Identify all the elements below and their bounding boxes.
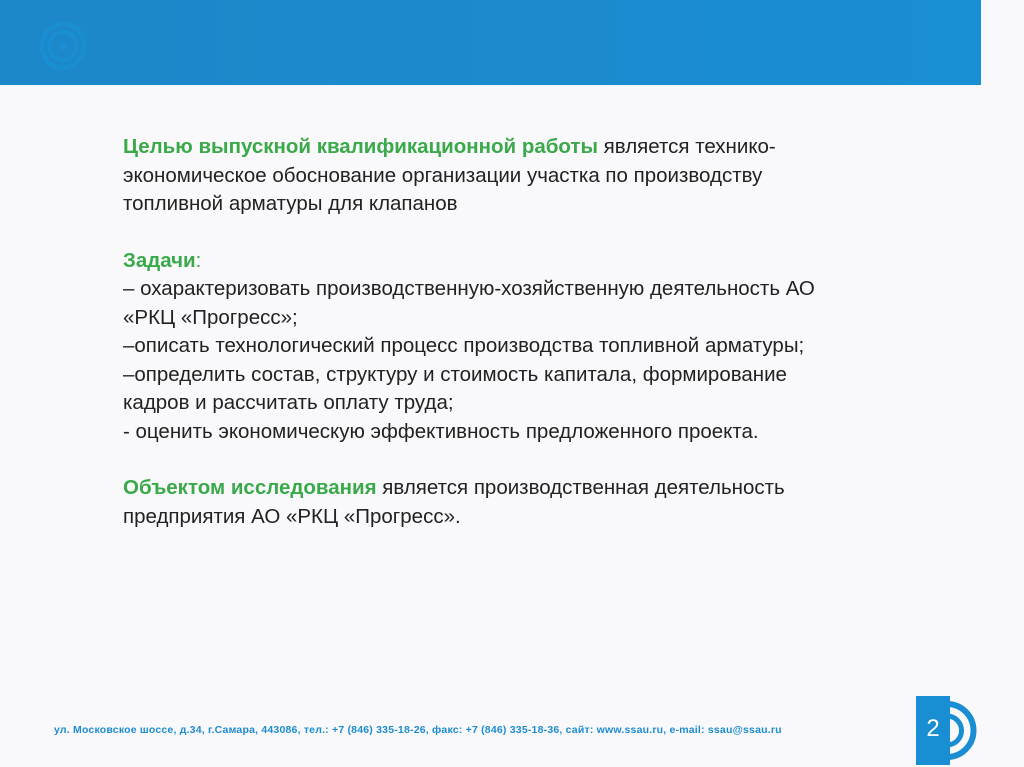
- goal-text: является технико-: [597, 135, 776, 158]
- goal-line: топливной арматуры для клапанов: [123, 192, 458, 215]
- object-text: является производственная деятельность: [376, 476, 785, 499]
- spacer: [123, 446, 923, 474]
- object-paragraph: [123, 474, 923, 503]
- page-number: 2: [926, 715, 940, 742]
- goal-line: экономическое обоснование организации участка по производству: [123, 163, 763, 187]
- spacer: [123, 219, 923, 247]
- task-item-continued: «РКЦ «Прогресс»;: [123, 305, 298, 329]
- task-item: –описать технологический процесс производства топливной арматуры;: [123, 334, 805, 357]
- task-item-continued: кадров и рассчитать оплату труда;: [123, 391, 454, 414]
- ssau-logo-icon: [35, 18, 91, 74]
- goal-paragraph: [123, 133, 923, 162]
- task-item: –определить состав, структуру и стоимость капитала, формирование: [123, 362, 787, 386]
- footer-contacts: ул. Московское шоссе, д.34, г.Самара, 443086, тел.: +7 (846) 335-18-26, факс: +7 (846) 335-18-36, сайт: www.ssau.ru, e-mail: ssau@ssau.ru: [54, 724, 782, 736]
- object-highlight: Объектом исследования: [123, 476, 377, 499]
- tasks-heading: [123, 247, 923, 276]
- task-item: - оценить экономическую эффективность предложенного проекта.: [123, 419, 759, 443]
- tasks-title: Задачи: [123, 248, 196, 272]
- object-line: предприятия АО «РКЦ «Прогресс».: [123, 504, 461, 528]
- task-item: – охарактеризовать производственную-хозяйственную деятельность АО: [123, 277, 815, 300]
- header-bar: [0, 0, 981, 85]
- slide-content: [123, 133, 923, 531]
- goal-highlight: Целью выпускной квалификационной работы: [123, 135, 598, 158]
- tasks-colon: :: [195, 248, 202, 272]
- ssau-logo-icon: [947, 696, 987, 765]
